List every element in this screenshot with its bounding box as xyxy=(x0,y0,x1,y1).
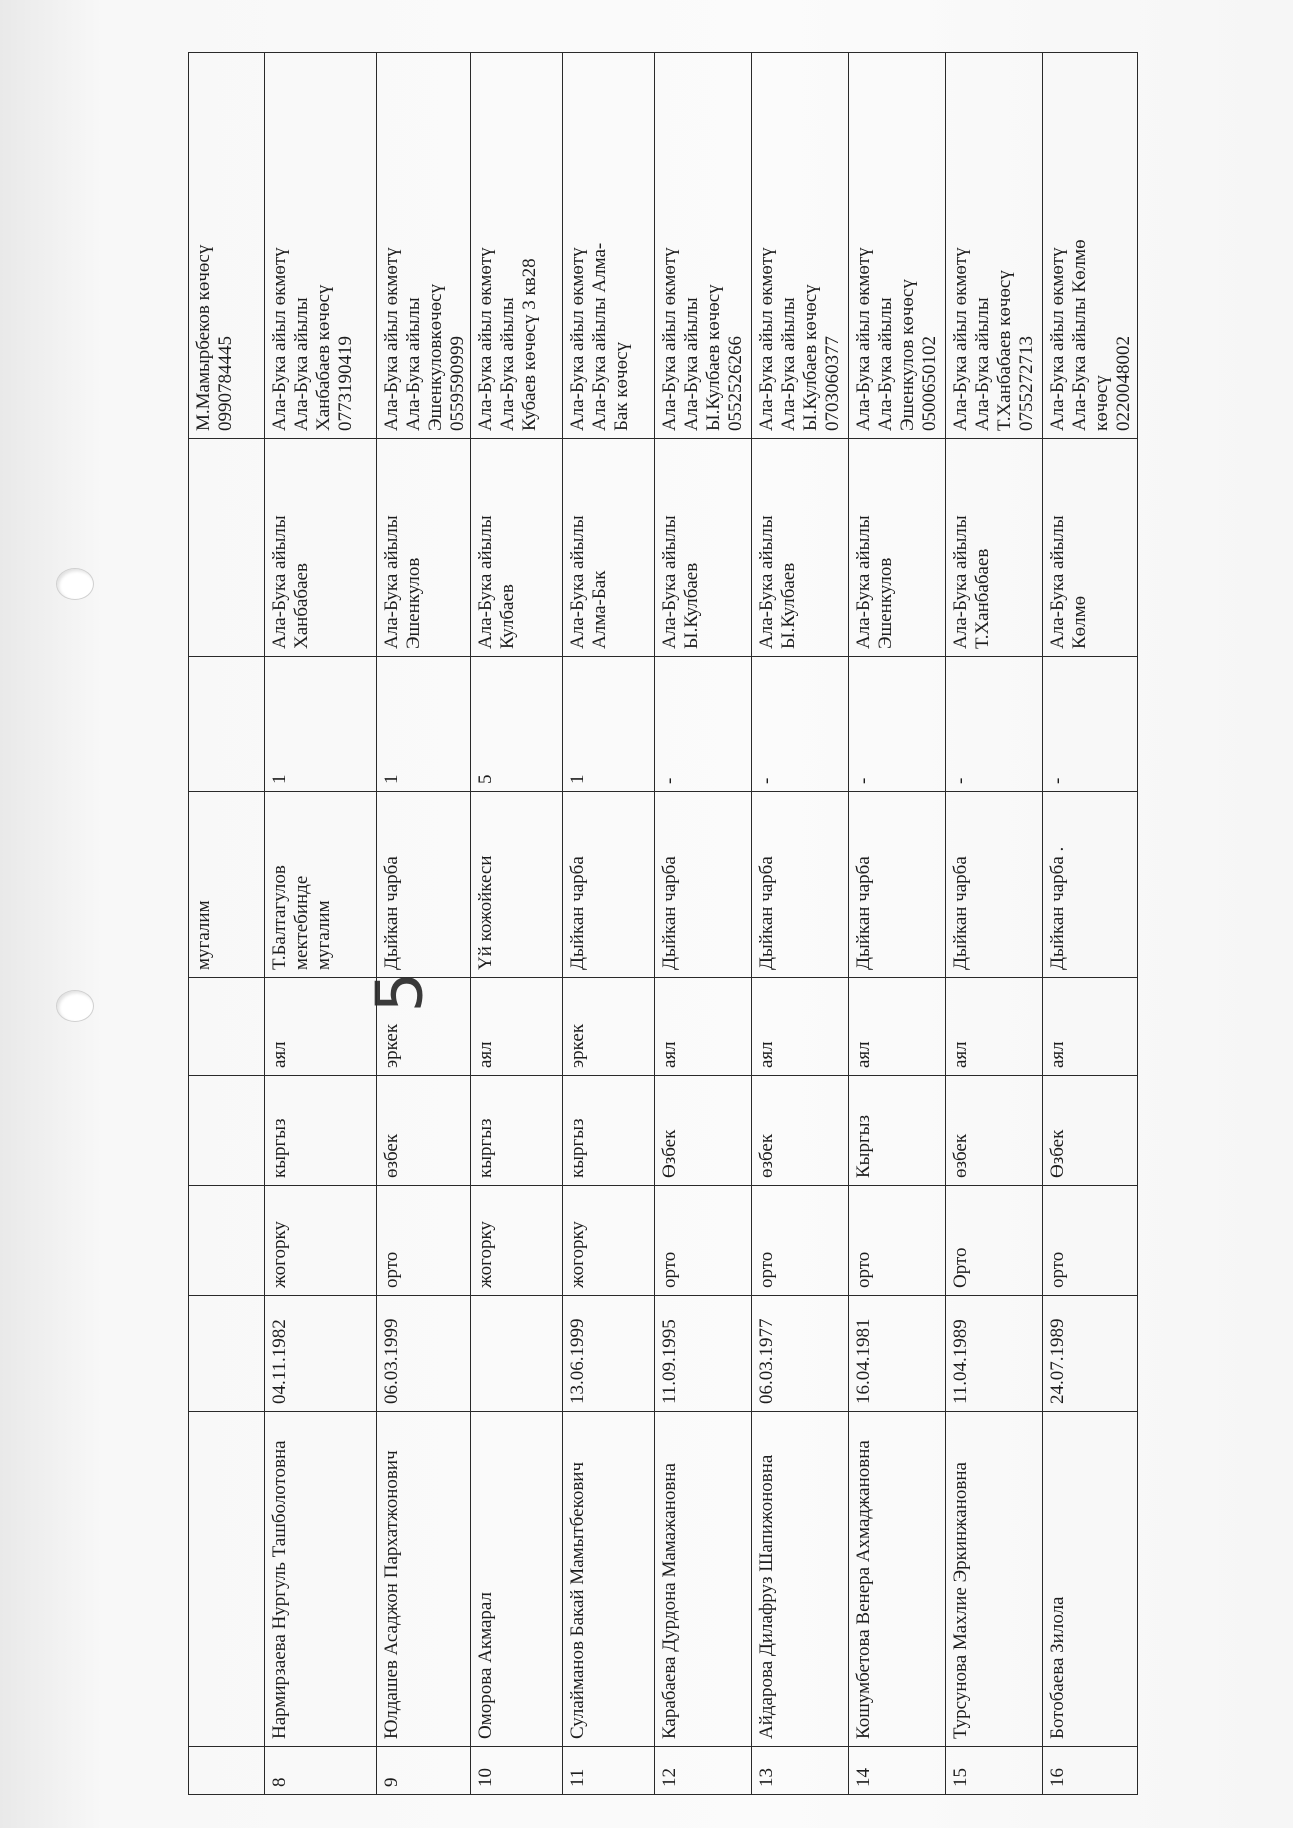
village-line: Ала-Бука айылы xyxy=(853,515,875,649)
address-line: Ала-Бука айылы xyxy=(497,297,519,431)
address-line: Ала-Бука айылы xyxy=(778,297,800,431)
person-name: Нармирзаева Нургуль Ташболотовна xyxy=(265,1412,377,1747)
birth-date: 16.04.1981 xyxy=(849,1296,946,1412)
table-row xyxy=(849,53,946,1795)
village-line: Ала-Бука айылы xyxy=(269,515,290,649)
children-count: 1 xyxy=(563,657,655,792)
address-line: Бак көчөсү xyxy=(611,341,633,431)
occupation xyxy=(265,792,377,978)
children-count: - xyxy=(752,657,849,792)
village-line: Ала-Бука айылы xyxy=(756,515,778,649)
person-name: Оморова Акмарал xyxy=(471,1412,563,1747)
birth-date: 04.11.1982 xyxy=(265,1296,377,1412)
address-line: Ы.Кулбаев көчөсү xyxy=(800,284,822,431)
education-level: Орто xyxy=(946,1186,1043,1296)
nationality: өзбек xyxy=(946,1076,1043,1186)
address-line: Ала-Бука айыл өкмөтү xyxy=(659,247,681,431)
occupation xyxy=(377,792,471,978)
address-line: Эшенкулов көчөсү xyxy=(897,279,919,431)
header-num xyxy=(189,1747,265,1795)
handwritten-page-number: 5 xyxy=(363,971,438,1013)
table-row xyxy=(563,53,655,1795)
address-line: Ала-Бука айыл өкмөтү xyxy=(475,247,497,431)
village-line: Кулбаев xyxy=(497,584,519,649)
village-line: Эшенкулов xyxy=(402,557,424,649)
village xyxy=(655,439,752,657)
gender: аял xyxy=(1043,978,1137,1076)
occupation xyxy=(1043,792,1137,978)
village xyxy=(946,439,1043,657)
village xyxy=(752,439,849,657)
address-line: 0220048002 xyxy=(1112,336,1134,431)
address-line: 0755272713 xyxy=(1015,336,1037,431)
address-line: Ала-Бука айыл өкмөтү xyxy=(381,247,402,431)
occupation-line: Дыйкан чарба xyxy=(659,856,681,970)
header-birth xyxy=(189,1296,265,1412)
gender: эркек xyxy=(563,978,655,1076)
address xyxy=(563,53,655,439)
address-line: Ала-Бука айылы xyxy=(402,297,424,431)
occupation xyxy=(752,792,849,978)
birth-date: 06.03.1999 xyxy=(377,1296,471,1412)
header-name xyxy=(189,1412,265,1747)
address-line: Т.Ханбабаев көчөсү xyxy=(994,270,1016,431)
address-line: Ала-Бука айылы Алма- xyxy=(589,242,611,431)
address-line: 0552526266 xyxy=(724,336,746,431)
occupation-line: Дыйкан чарба xyxy=(756,856,778,970)
person-name: Айдарова Дилафруз Шапижоновна xyxy=(752,1412,849,1747)
person-name: Ботобаева Зилола xyxy=(1043,1412,1137,1747)
children-count: 1 xyxy=(377,657,471,792)
children-count: - xyxy=(655,657,752,792)
address-line: 0773190419 xyxy=(334,336,356,431)
gender: аял xyxy=(655,978,752,1076)
header-row xyxy=(189,53,265,1795)
row-number: 14 xyxy=(849,1747,946,1795)
nationality: кыргыз xyxy=(563,1076,655,1186)
address-line: 0559590999 xyxy=(446,336,468,431)
address-line: Ы.Кулбаев көчөсү xyxy=(703,284,725,431)
table-row xyxy=(752,53,849,1795)
address-line: Ала-Бука айыл өкмөтү xyxy=(950,247,972,431)
village-line: Ала-Бука айылы xyxy=(1047,515,1069,649)
address-line: Ханбабаев көчөсү xyxy=(312,284,334,431)
address xyxy=(377,53,471,439)
table-row xyxy=(471,53,563,1795)
address xyxy=(655,53,752,439)
header-gender xyxy=(189,978,265,1076)
gender: аял xyxy=(849,978,946,1076)
education-level: жогорку xyxy=(265,1186,377,1296)
occupation xyxy=(946,792,1043,978)
village xyxy=(1043,439,1137,657)
occupation xyxy=(471,792,563,978)
education-level: жогорку xyxy=(471,1186,563,1296)
village xyxy=(265,439,377,657)
birth-date: 11.04.1989 xyxy=(946,1296,1043,1412)
occupation-line: Дыйкан чарба xyxy=(567,856,589,970)
address-line: Эшенкуловкөчөсү xyxy=(424,283,446,431)
punch-hole xyxy=(56,568,94,600)
village xyxy=(849,439,946,657)
village-line: Ала-Бука айылы xyxy=(475,515,497,649)
occupation-line: Дыйкан чарба xyxy=(853,856,875,970)
education-level: орто xyxy=(752,1186,849,1296)
header-address xyxy=(189,53,265,439)
birth-date xyxy=(471,1296,563,1412)
birth-date: 24.07.1989 xyxy=(1043,1296,1137,1412)
nationality: Өзбек xyxy=(1043,1076,1137,1186)
village-line: Ханбабаев xyxy=(290,563,312,649)
row-number: 16 xyxy=(1043,1747,1137,1795)
address-line: Ала-Бука айылы xyxy=(972,297,994,431)
occupation xyxy=(655,792,752,978)
header-address-phone: 0990784445 xyxy=(214,336,236,431)
person-name: Кошумбетова Венера Ахмаджановна xyxy=(849,1412,946,1747)
table-row xyxy=(946,53,1043,1795)
header-address-line: М.Мамырбеков көчөсү xyxy=(193,244,214,431)
gender: аял xyxy=(265,978,377,1076)
children-count: - xyxy=(946,657,1043,792)
occupation-line: Үй кожойкеси xyxy=(475,855,497,970)
children-count: - xyxy=(1043,657,1137,792)
address-line: Ала-Бука айылы xyxy=(681,297,703,431)
village xyxy=(563,439,655,657)
address-line: Ала-Бука айыл өкмөтү xyxy=(567,247,589,431)
nationality: кыргыз xyxy=(471,1076,563,1186)
nationality: Өзбек xyxy=(655,1076,752,1186)
occupation xyxy=(849,792,946,978)
nationality: өзбек xyxy=(752,1076,849,1186)
nationality: өзбек xyxy=(377,1076,471,1186)
address-line: Ала-Бука айыл өкмөтү xyxy=(269,247,290,431)
village xyxy=(471,439,563,657)
occupation-line: Т.Балтагулов xyxy=(269,865,290,970)
education-level: орто xyxy=(655,1186,752,1296)
address-line: Ала-Бука айыл өкмөтү xyxy=(853,247,875,431)
person-name: Сулайманов Бакай Мамытбекович xyxy=(563,1412,655,1747)
children-count: - xyxy=(849,657,946,792)
village xyxy=(377,439,471,657)
address xyxy=(752,53,849,439)
row-number: 8 xyxy=(265,1747,377,1795)
nationality: Кыргыз xyxy=(849,1076,946,1186)
row-number: 12 xyxy=(655,1747,752,1795)
village-line: Ы.Кулбаев xyxy=(681,562,703,649)
header-occupation: мугалим xyxy=(189,792,265,978)
address-line: Ала-Бука айылы Көлмө xyxy=(1069,239,1091,431)
address-line: 0500650102 xyxy=(918,336,940,431)
occupation-line: Дыйкан чарба xyxy=(950,856,972,970)
village-line: Көлмө xyxy=(1069,595,1091,649)
header-children xyxy=(189,657,265,792)
children-count: 5 xyxy=(471,657,563,792)
row-number: 15 xyxy=(946,1747,1043,1795)
registry-table xyxy=(188,52,1138,1795)
gender: аял xyxy=(471,978,563,1076)
row-number: 11 xyxy=(563,1747,655,1795)
address xyxy=(1043,53,1137,439)
gender: аял xyxy=(946,978,1043,1076)
occupation-line: Дыйкан чарба xyxy=(381,856,402,970)
village-line: Т.Ханбабаев xyxy=(972,548,994,649)
punch-hole xyxy=(56,990,94,1022)
rotated-table-container xyxy=(188,53,1134,1795)
village-line: Эшенкулов xyxy=(875,557,897,649)
table-row xyxy=(1043,53,1137,1795)
address-line: Ала-Бука айыл өкмөтү xyxy=(756,247,778,431)
header-village xyxy=(189,439,265,657)
table-body xyxy=(189,53,1138,1795)
birth-date: 13.06.1999 xyxy=(563,1296,655,1412)
address xyxy=(265,53,377,439)
village-line: Ала-Бука айылы xyxy=(567,515,589,649)
occupation-line: Дыйкан чарба . xyxy=(1047,846,1069,970)
children-count: 1 xyxy=(265,657,377,792)
village-line: Алма-Бак xyxy=(589,570,611,649)
person-name: Юлдашев Асаджон Пархатжонович xyxy=(377,1412,471,1747)
village-line: Ала-Бука айылы xyxy=(659,515,681,649)
gender: эркек xyxy=(377,978,471,1076)
village-line: Ала-Бука айылы xyxy=(381,515,402,649)
row-number: 10 xyxy=(471,1747,563,1795)
birth-date: 11.09.1995 xyxy=(655,1296,752,1412)
occupation-line: мектебинде xyxy=(290,875,312,970)
address xyxy=(946,53,1043,439)
education-level: орто xyxy=(849,1186,946,1296)
education-level: орто xyxy=(1043,1186,1137,1296)
address-line: Ала-Бука айылы xyxy=(290,297,312,431)
row-number: 13 xyxy=(752,1747,849,1795)
row-number: 9 xyxy=(377,1747,471,1795)
gender: аял xyxy=(752,978,849,1076)
occupation-line: мугалим xyxy=(312,900,334,970)
header-education xyxy=(189,1186,265,1296)
table-row xyxy=(655,53,752,1795)
address-line: Кубаев көчөсү 3 кв28 xyxy=(519,258,541,431)
village-line: Ы.Кулбаев xyxy=(778,562,800,649)
address-line: Ала-Бука айыл өкмөтү xyxy=(1047,247,1069,431)
occupation xyxy=(563,792,655,978)
address xyxy=(849,53,946,439)
address-line: 0703060377 xyxy=(821,336,843,431)
village-line: Ала-Бука айылы xyxy=(950,515,972,649)
address xyxy=(471,53,563,439)
table-row xyxy=(377,53,471,1795)
person-name: Карабаева Дурдона Мамажановна xyxy=(655,1412,752,1747)
address-line: көчөсү xyxy=(1091,375,1113,431)
header-nationality xyxy=(189,1076,265,1186)
nationality: кыргыз xyxy=(265,1076,377,1186)
address-line: Ала-Бука айылы xyxy=(875,297,897,431)
education-level: орто xyxy=(377,1186,471,1296)
birth-date: 06.03.1977 xyxy=(752,1296,849,1412)
person-name: Турсунова Махлие Эркинжановна xyxy=(946,1412,1043,1747)
table-row xyxy=(265,53,377,1795)
education-level: жогорку xyxy=(563,1186,655,1296)
